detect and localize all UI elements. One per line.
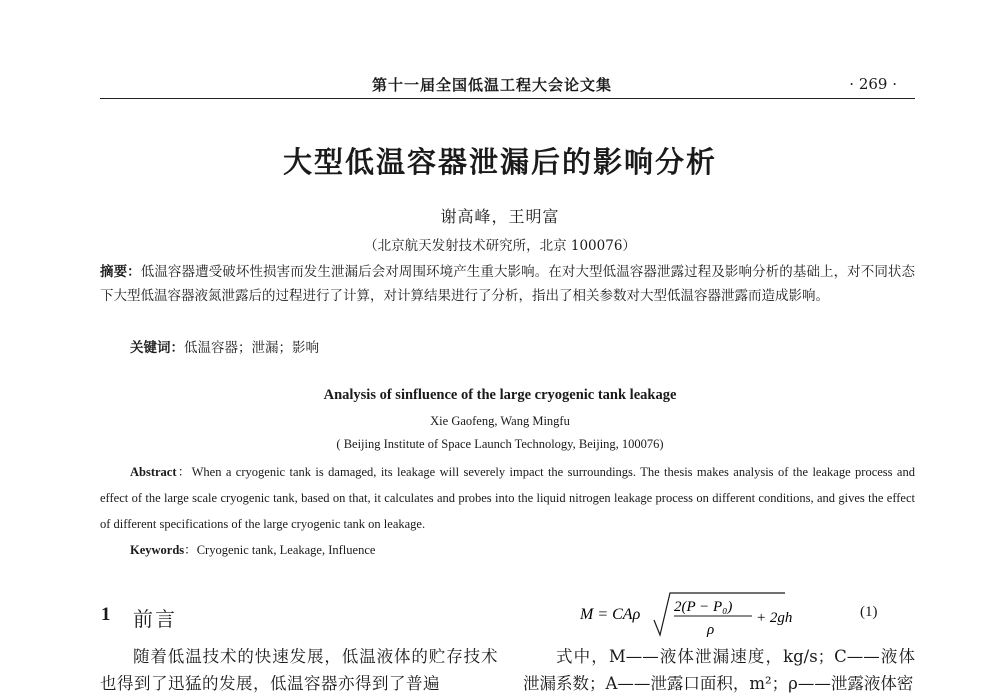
abstract-cn-label: 摘要： xyxy=(100,264,141,280)
body-paragraph-right: 式中，M——液体泄漏速度，kg/s；C——液体泄漏系数；A——泄露口面积，m²；ρ——泄露液体密 xyxy=(523,647,915,693)
keywords-en xyxy=(130,540,375,558)
authors-cn: 谢高峰，王明富 xyxy=(440,207,560,226)
equation-tail: + 2gh xyxy=(756,610,793,626)
keywords-en-text: Cryogenic tank, Leakage, Influence xyxy=(196,543,376,557)
paper-title-cn: 大型低温容器泄漏后的影响分析 xyxy=(282,145,717,179)
authors-en: Xie Gaofeng, Wang Mingfu xyxy=(430,414,570,428)
equation-1 xyxy=(580,589,830,639)
abstract-en-text: When a cryogenic tank is damaged, its leakage will severely impact the surroundings. The thesis makes analysis of the leakage process and effect of the large scale cryogenic tank, based on that, it calculates and probes into the liquid nitrogen leakage process on different conditions, and gives the effect of different specifications of the large cryogenic tank on leakage. xyxy=(100,465,915,531)
keywords-cn-label: 关键词： xyxy=(130,340,184,356)
keywords-cn-text: 低温容器；泄漏；影响 xyxy=(184,340,319,356)
abstract-cn xyxy=(100,260,915,308)
journal-title: 第十一届全国低温工程大会论文集 xyxy=(372,76,613,94)
abstract-en-sep: ： xyxy=(176,465,192,479)
keywords-en-sep: ： xyxy=(184,543,197,557)
abstract-cn-text: 低温容器遭受破坏性损害而发生泄漏后会对周围环境产生重大影响。在对大型低温容器泄露过程及影响分析的基础上，对不同状态下大型低温容器液氮泄露后的过程进行了计算，对计算结果进行了分析，指出了相关参数对大型低温容器泄露而造成影响。 xyxy=(100,264,916,304)
running-header xyxy=(100,72,915,99)
equation-denominator: ρ xyxy=(707,622,715,638)
body-paragraph-left: 随着低温技术的快速发展，低温液体的贮存技术也得到了迅猛的发展，低温容器亦得到了普遍 xyxy=(100,647,498,693)
abstract-en-label: Abstract xyxy=(130,465,177,479)
affiliation-cn: （北京航天发射技术研究所，北京 100076） xyxy=(364,238,636,254)
page-number: · 269 · xyxy=(849,75,897,93)
section-number: 1 xyxy=(101,604,111,625)
equation-numerator: 2(P − P₀) xyxy=(674,599,733,615)
section-title: 前言 xyxy=(133,607,177,631)
keywords-cn xyxy=(130,336,319,356)
equation-lhs: M = CAρ xyxy=(580,606,641,623)
keywords-en-label: Keywords xyxy=(130,543,185,557)
equation-number: (1) xyxy=(860,604,878,620)
affiliation-en: ( Beijing Institute of Space Launch Technology, Beijing, 100076) xyxy=(336,437,664,451)
abstract-en xyxy=(100,459,915,537)
paper-title-en: Analysis of sinfluence of the large cryogenic tank leakage xyxy=(323,387,677,403)
